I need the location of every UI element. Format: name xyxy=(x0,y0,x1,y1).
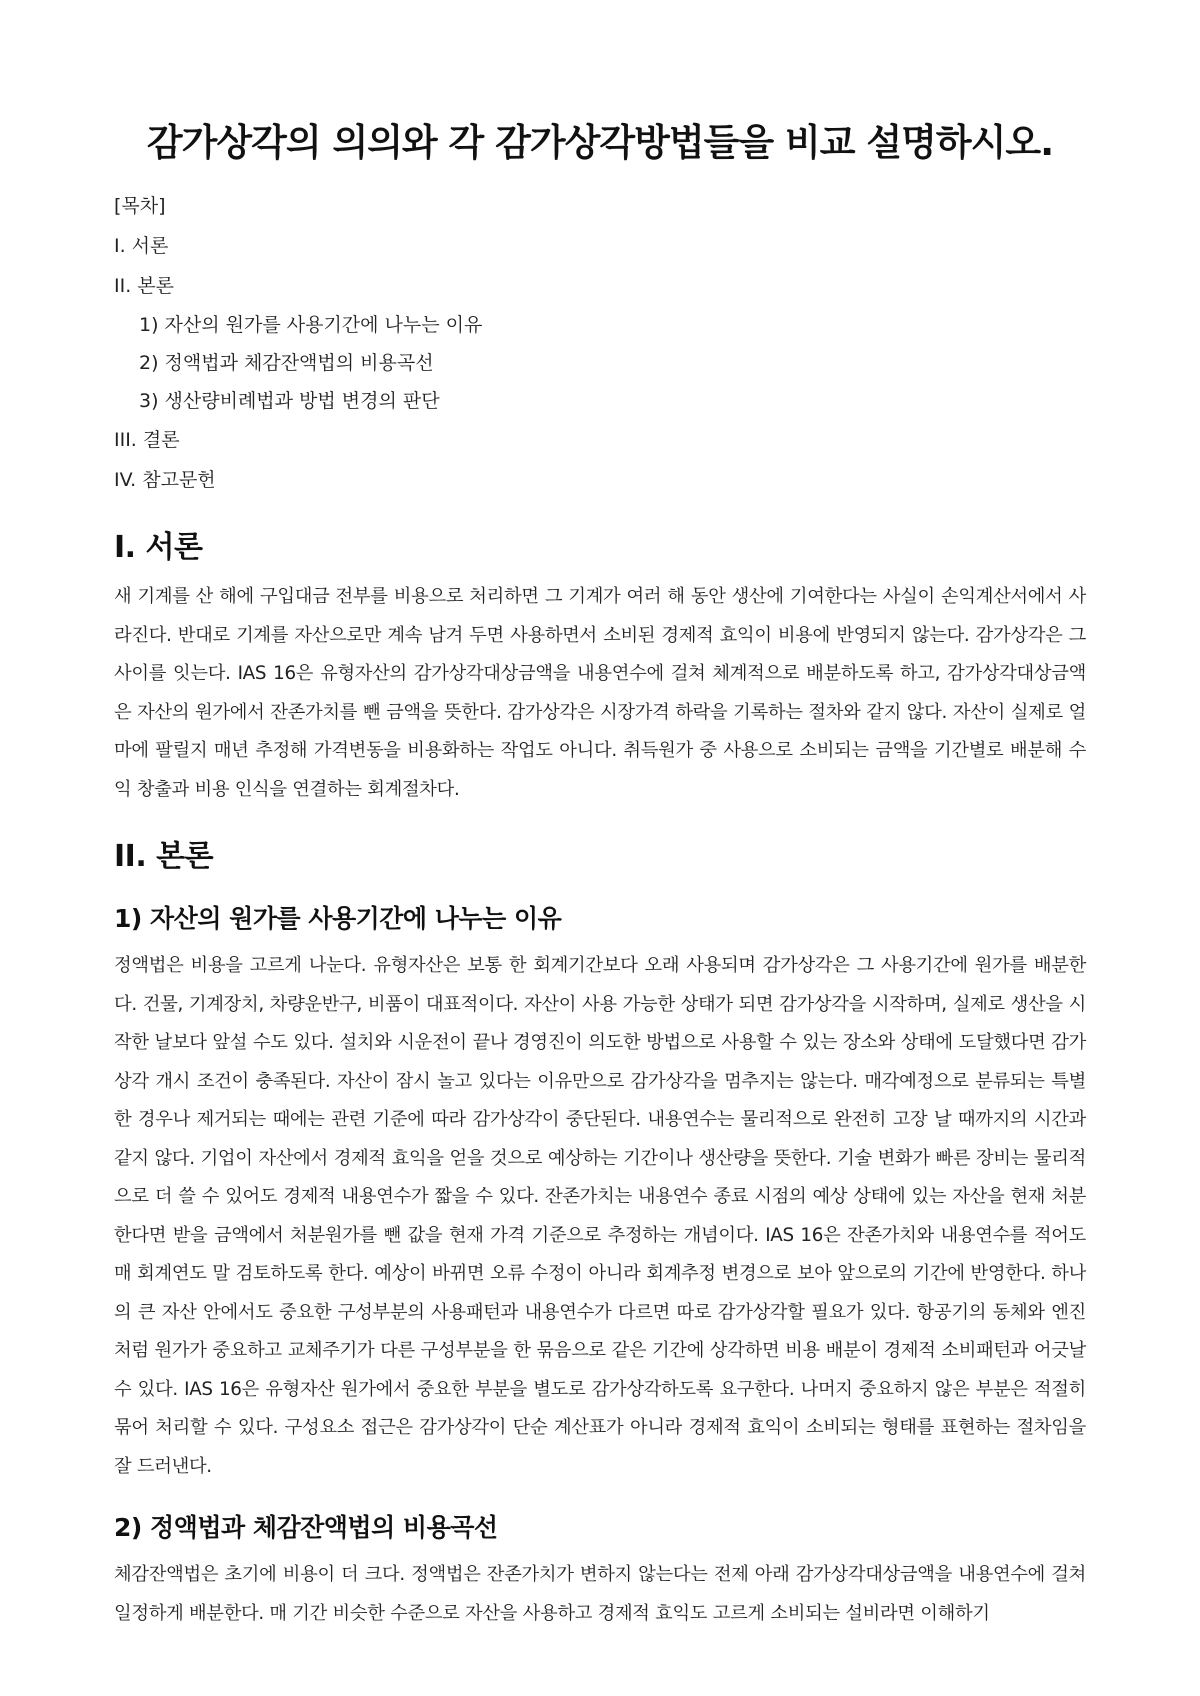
section-heading-intro: I. 서론 xyxy=(114,530,203,565)
intro-paragraph: 새 기계를 산 해에 구입대금 전부를 비용으로 처리하면 그 기계가 여러 해 동안 생산에 기여한다는 사실이 손익계산서에서 사라진다. 반대로 기계를 자산으로만 계속 남겨 두면 사용하면서 소비된 경제적 효익이 비용에 반영되지 않는다. 감가상각은 그 사이를 잇는다. IAS 16은 유형자산의 감가상각대상금액을 내용연수에 걸쳐 체계적으로 배분하도록 하고, 감가상각대상금액은 자산의 원가에서 잔존가치를 뺀 금액을 뜻한다. 감가상각은 시장가격 하락을 기록하는 절차와 같지 않다. 자산이 실제로 얼마에 팔릴지 매년 추정해 가격변동을 비용화하는 작업도 아니다. 취득원가 중 사용으로 소비되는 금액을 기간별로 배분해 수익 창출과 비용 인식을 연결하는 회계절차다. xyxy=(114,586,1086,800)
toc-item-body-1: 1) 자산의 원가를 사용기간에 나누는 이유 xyxy=(139,314,483,336)
toc-item-conclusion: III. 결론 xyxy=(114,429,180,451)
toc-item-body-3: 3) 생산량비례법과 방법 변경의 판단 xyxy=(139,390,440,412)
toc-item-intro: I. 서론 xyxy=(114,235,169,257)
subsection-2-paragraph: 체감잔액법은 초기에 비용이 더 크다. 정액법은 잔존가치가 변하지 않는다는 전제 아래 감가상각대상금액을 내용연수에 걸쳐 일정하게 배분한다. 매 기간 비슷한 수준으로 자산을 사용하고 경제적 효익도 고르게 소비되는 설비라면 이해하기 xyxy=(114,1564,1086,1624)
toc-item-references: IV. 참고문헌 xyxy=(114,469,216,491)
toc-heading: [목차] xyxy=(114,195,166,217)
section-body xyxy=(114,837,1086,1633)
subsection-heading-1: 1) 자산의 원가를 사용기간에 나누는 이유 xyxy=(114,904,562,933)
subsection-1-paragraph: 정액법은 비용을 고르게 나눈다. 유형자산은 보통 한 회계기간보다 오래 사용되며 감가상각은 그 사용기간에 원가를 배분한다. 건물, 기계장치, 차량운반구, 비품이 대표적이다. 자산이 사용 가능한 상태가 되면 감가상각을 시작하며, 실제로 생산을 시작한 날보다 앞설 수도 있다. 설치와 시운전이 끝나 경영진이 의도한 방법으로 사용할 수 있는 장소와 상태에 도달했다면 감가상각 개시 조건이 충족된다. 자산이 잠시 놀고 있다는 이유만으로 감가상각을 멈추지는 않는다. 매각예정으로 분류되는 특별한 경우나 제거되는 때에는 관련 기준에 따라 감가상각이 중단된다. 내용연수는 물리적으로 완전히 고장 날 때까지의 시간과 같지 않다. 기업이 자산에서 경제적 효익을 얻을 것으로 예상하는 기간이나 생산량을 뜻한다. 기술 변화가 빠른 장비는 물리적으로 더 쓸 수 있어도 경제적 내용연수가 짧을 수 있다. 잔존가치는 내용연수 종료 시점의 예상 상태에 있는 자산을 현재 처분한다면 받을 금액에서 처분원가를 뺀 값을 현재 가격 기준으로 추정하는 개념이다. IAS 16은 잔존가치와 내용연수를 적어도 매 회계연도 말 검토하도록 한다. 예상이 바뀌면 오류 수정이 아니라 회계추정 변경으로 보아 앞으로의 기간에 반영한다. 하나의 큰 자산 안에서도 중요한 구성부분의 사용패턴과 내용연수가 다르면 따로 감가상각할 필요가 있다. 항공기의 동체와 엔진처럼 원가가 중요하고 교체주기가 다른 구성부분을 한 묶음으로 같은 기간에 상각하면 비용 배분이 경제적 소비패턴과 어긋날 수 있다. IAS 16은 유형자산 원가에서 중요한 부분을 별도로 감가상각하도록 요구한다. 나머지 중요하지 않은 부분은 적절히 묶어 처리할 수 있다. 구성요소 접근은 감가상각이 단순 계산표가 아니라 경제적 효익이 소비되는 형태를 표현하는 절차임을 잘 드러낸다. xyxy=(114,955,1086,1477)
subsection-heading-2: 2) 정액법과 체감잔액법의 비용곡선 xyxy=(114,1513,498,1542)
toc-item-body: II. 본론 xyxy=(114,275,174,297)
toc-item-body-2: 2) 정액법과 체감잔액법의 비용곡선 xyxy=(139,352,434,374)
section-heading-body: II. 본론 xyxy=(114,839,214,874)
document-title: 감가상각의 의의와 각 감가상각방법들을 비교 설명하시오. xyxy=(146,121,1054,164)
table-of-contents xyxy=(114,186,1086,500)
section-intro xyxy=(114,528,1086,809)
